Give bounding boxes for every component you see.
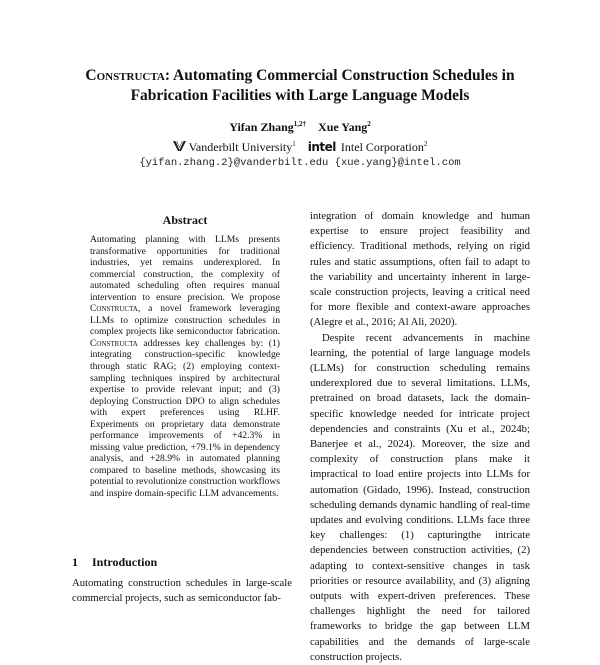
author-name: Yifan Zhang bbox=[229, 120, 294, 134]
intel-logo-icon: intel bbox=[307, 140, 336, 154]
affiliation-mark: 2 bbox=[423, 140, 428, 148]
affiliation-name: Intel Corporation bbox=[340, 140, 424, 154]
abstract-body bbox=[90, 234, 280, 500]
title-rest: : Automating Commercial Construction Schedules in Fabrication Facilities with Large Language Models bbox=[130, 67, 515, 104]
title-system-name: Constructa bbox=[85, 67, 165, 84]
abstract-text: addresses key challenges by: (1) integrating construction-specific knowledge through static RAG; (2) employing context-sampling techniques inspired by architectural expertise to provide relevant input; and (3) deploying Construction DPO to align schedules with expert preferences using RLHF. Experiments on proprietary data demonstrate performance improvements of +42.3% in missing value prediction, +79.1% in dependency analysis, and +28.9% in automated planning compared to baseline methods, showcasing its potential to revolutionize construction workflows and inspire domain-specific LLM advancements. bbox=[90, 337, 280, 500]
affiliation-line bbox=[0, 140, 600, 155]
author-line bbox=[0, 120, 600, 135]
right-column bbox=[310, 209, 530, 665]
paper-title bbox=[60, 66, 540, 106]
section-number: 1 bbox=[72, 555, 78, 569]
affiliation-name: Vanderbilt University bbox=[188, 140, 293, 154]
abstract-heading: Abstract bbox=[162, 213, 208, 227]
author-marks: 1,2† bbox=[293, 120, 307, 128]
affiliation-mark: 1 bbox=[292, 140, 296, 148]
author-name: Xue Yang bbox=[318, 120, 368, 134]
author-emails: {yifan.zhang.2}@vanderbilt.edu {xue.yang}@intel.com bbox=[139, 157, 461, 169]
section-heading-introduction bbox=[72, 555, 157, 570]
abstract-text: Automating planning with LLMs presents transformative opportunities for traditional industries, yet remains underexplored. In commercial construction, the complexity of automated scheduling often requires manual intervention to ensure precision. We propose bbox=[90, 234, 280, 303]
vanderbilt-logo-icon bbox=[173, 140, 186, 154]
system-name: Constructa bbox=[90, 337, 138, 349]
paragraph: Despite recent advancements in machine learning, the potential of large language models (LLMs) for construction scheduling remains underexplored due to several limitations. LLMs, pretrained on broad datasets, lack the domain-specific knowledge needed for intricate project dependencies and constraints (Xu et al., 2024b; Banerjee et al., 2024). Moreover, the size and complexity of construction plans make it impractical to load entire projects into LLMs for automation (Gidado, 1996). Instead, construction scheduling demands dynamic handling of real-time updates and evolving conditions. LLMs face three key challenges: (1) capturingthe intricate dependencies between construction activities, (2) adapting to context-sensitive changes in task priorities or resource availability, and (3) aligning outputs with expert-driven preferences. These challenges highlight the need for tailored frameworks to bridge the gap between LLM capabilities and the demands of large-scale construction projects. bbox=[310, 331, 530, 663]
author-marks: 2 bbox=[367, 120, 371, 128]
section-title: Introduction bbox=[92, 555, 158, 569]
paragraph: integration of domain knowledge and human expertise to ensure project feasibility and efficiency. Traditional methods, relying on rigid rules and static assumptions, often fail to adapt to the variability and uncertainty inherent in large-scale construction projects, leaving a critical need for more flexible and context-aware approaches (Alegre et al., 2016; Al Ali, 2020). bbox=[310, 210, 530, 329]
abstract-text: , a novel framework leveraging LLMs to optimize construction schedules in complex projects like semiconductor fabrication. bbox=[90, 303, 280, 338]
system-name: Constructa bbox=[90, 303, 138, 315]
introduction-text: Automating construction schedules in large-scale commercial projects, such as semiconductor fab- bbox=[72, 577, 292, 605]
